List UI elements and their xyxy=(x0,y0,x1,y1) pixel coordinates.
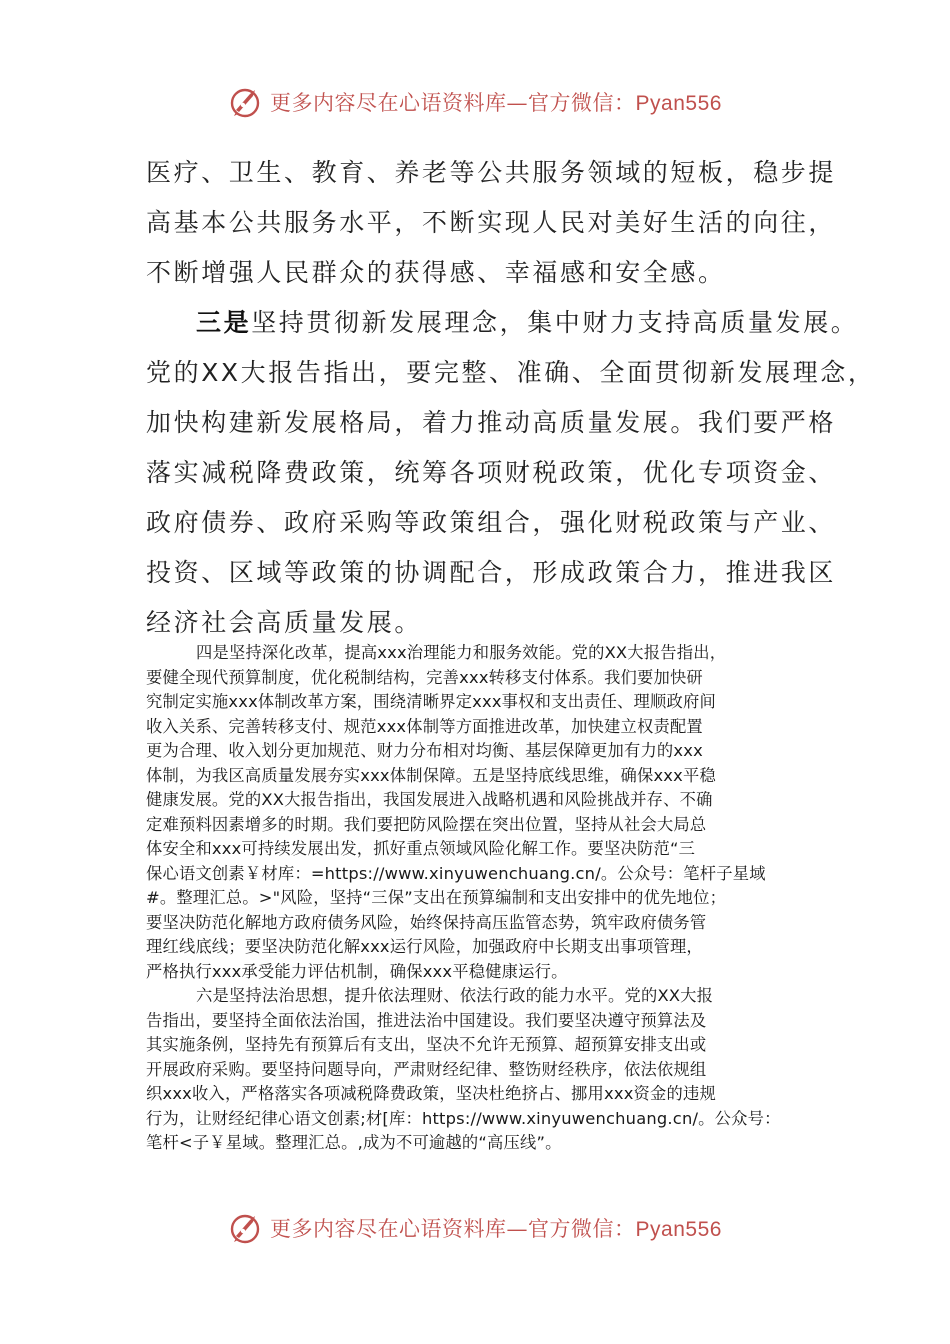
large-line-text: 政府债券、政府采购等政策组合，强化财税政策与产业、 xyxy=(146,508,837,537)
small-line: 开展政府采购。要坚持问题导向，严肃财经纪律、整饬财经秩序，依法依规组 xyxy=(146,1059,707,1079)
small-line: 告指出，要坚持全面依法治国，推进法治中国建设。我们要坚决遵守预算法及 xyxy=(146,1010,707,1030)
header-banner-text xyxy=(270,87,722,117)
footer-banner xyxy=(0,1208,950,1248)
large-line xyxy=(146,348,876,398)
large-line-text: 高基本公共服务水平，不断实现人民对美好生活的向往， xyxy=(146,208,837,237)
large-text-block xyxy=(146,148,876,648)
small-line: 四是坚持深化改革，提高xxx治理能力和服务效能。党的XX大报告指出， xyxy=(196,643,727,662)
small-line: 严格执行xxx承受能力评估机制，确保xxx平稳健康运行。 xyxy=(146,961,568,981)
large-line xyxy=(146,498,837,548)
pen-nib-logo-icon xyxy=(228,84,264,120)
large-line xyxy=(146,248,816,298)
small-line: 理红线底线；要坚决防范化解xxx运行风险，加强政府中长期支出事项管理， xyxy=(146,937,703,956)
large-line xyxy=(146,398,837,448)
header-banner xyxy=(0,82,950,122)
pen-nib-logo-icon xyxy=(228,1210,264,1246)
large-line-text: 党的XX大报告指出，要完整、准确、全面贯彻新发展理念， xyxy=(146,358,876,387)
small-line: 更为合理、收入划分更加规范、财力分布相对均衡、基层保障更加有力的xxx xyxy=(146,741,703,760)
section-lead-bold: 三是 xyxy=(196,308,252,337)
large-line xyxy=(146,448,837,498)
large-line-text: 不断增强人民群众的获得感、幸福感和安全感。 xyxy=(146,258,726,287)
small-line: #。整理汇总。>"风险，坚持“三保”支出在预算编制和支出安排中的优先地位； xyxy=(146,888,727,907)
large-line-text: 医疗、卫生、教育、养老等公共服务领域的短板，稳步提 xyxy=(146,158,837,187)
small-line: 保心语文创素￥材库：=https://www.xinyuwenchuang.cn/。公众号：笔杆子星域 xyxy=(146,863,766,883)
header-text-cn2: 官方微信： xyxy=(528,91,636,115)
small-line: 织xxx收入，严格落实各项减税降费政策，坚决杜绝挤占、挪用xxx资金的违规 xyxy=(146,1084,716,1103)
large-line xyxy=(146,298,859,348)
small-line: 六是坚持法治思想，提升依法理财、依法行政的能力水平。党的XX大报 xyxy=(196,986,714,1005)
large-line xyxy=(146,198,837,248)
large-line-text: 加快构建新发展格局，着力推动高质量发展。我们要严格 xyxy=(146,408,837,437)
header-separator: — xyxy=(506,91,529,115)
small-line: 究制定实施xxx体制改革方案，围绕清晰界定xxx事权和支出责任、理顺政府间 xyxy=(146,692,716,711)
small-line: 体安全和xxx可持续发展出发，抓好重点领域风险化解工作。要坚决防范“三 xyxy=(146,839,696,858)
small-line: 收入关系、完善转移支付、规范xxx体制等方面推进改革，加快建立权责配置 xyxy=(146,716,703,736)
footer-banner-text xyxy=(270,1213,722,1243)
small-line: 体制，为我区高质量发展夯实xxx体制保障。五是坚持底线思维，确保xxx平稳 xyxy=(146,765,716,785)
footer-text-cn: 更多内容尽在心语资料库 xyxy=(270,1217,507,1241)
large-line-text: 落实减税降费政策，统筹各项财税政策，优化专项资金、 xyxy=(146,458,837,487)
small-line: 定难预料因素增多的时期。我们要把防风险摆在突出位置，坚持从社会大局总 xyxy=(146,814,707,834)
header-wechat-id: Pyan556 xyxy=(635,92,722,115)
small-line: 要坚决防范化解地方政府债务风险，始终保持高压监管态势，筑牢政府债务管 xyxy=(146,912,707,932)
footer-text-cn2: 官方微信： xyxy=(528,1217,636,1241)
small-line: 行为，让财经纪律心语文创素;材[库：https://www.xinyuwenchuang.cn/。公众号： xyxy=(146,1108,781,1128)
small-line: 健康发展。党的XX大报告指出，我国发展进入战略机遇和风险挑战并存、不确 xyxy=(146,790,713,809)
small-line: 要健全现代预算制度，优化税制结构，完善xxx转移支付体系。我们要加快研 xyxy=(146,667,703,687)
large-line-text: 坚持贯彻新发展理念，集中财力支持高质量发展。 xyxy=(251,308,859,337)
large-line xyxy=(146,148,837,198)
large-line-text: 经济社会高质量发展。 xyxy=(146,608,423,637)
header-text-cn: 更多内容尽在心语资料库 xyxy=(270,91,507,115)
small-line: 其实施条例，坚持先有预算后有支出，坚决不允许无预算、超预算安排支出或 xyxy=(146,1035,707,1054)
small-text-block xyxy=(146,641,816,1156)
small-line: 笔杆<子￥星域。整理汇总。,成为不可逾越的“高压线”。 xyxy=(146,1133,562,1152)
large-line-text: 投资、区域等政策的协调配合，形成政策合力，推进我区 xyxy=(146,558,837,587)
large-line xyxy=(146,548,837,598)
footer-separator: — xyxy=(506,1217,529,1241)
footer-wechat-id: Pyan556 xyxy=(635,1218,722,1241)
